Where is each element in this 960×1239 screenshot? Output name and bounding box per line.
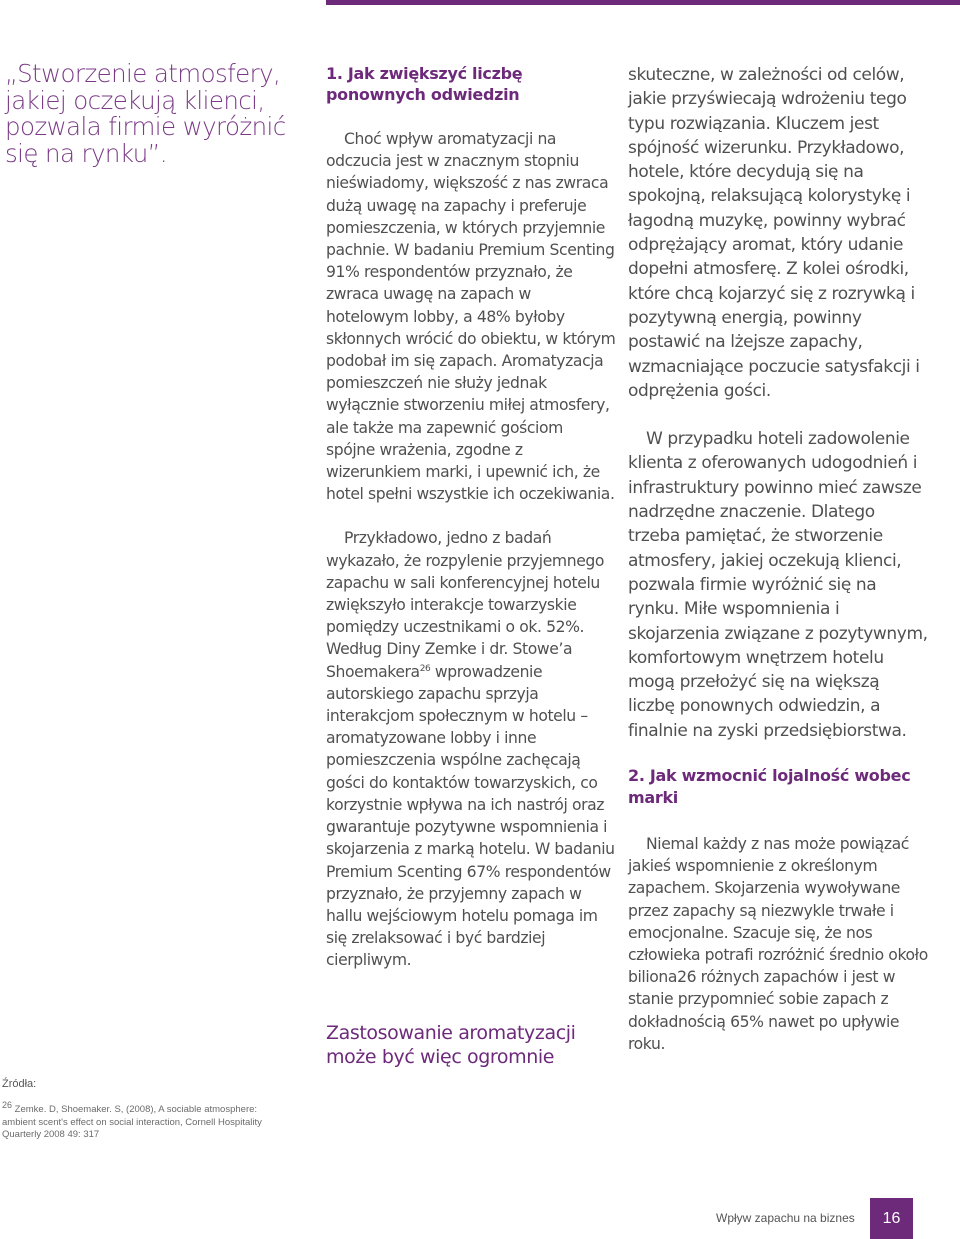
footer-title: Wpływ zapachu na biznes (716, 1211, 855, 1225)
pull-quote: „Stworzenie atmosfery, jakiej oczekują klienci, pozwala firmie wyróżnić się na rynku”. (5, 59, 286, 168)
footnote-text: Zemke. D, Shoemaker. S, (2008), A sociable atmosphere: ambient scent's effect on social interaction, Cornell Hospitality Quarterly 2008 49: 317 (2, 1104, 262, 1140)
top-accent-rule (326, 0, 960, 5)
section2-heading: 2. Jak wzmocnić lojalność wobec marki (628, 766, 911, 808)
right-paragraph-3: Niemal każdy z nas może powiązać jakieś wspomnienie z określonym zapachem. Skojarzenia wywoływane przez zapachy są niezwykle trwałe i emocjonalne. Szacuje się, że nos człowieka potrafi rozróżnić średnio około biliona26 różnych zapachów i jest w stanie przypomnieć sobie zapach z dokładnością 65% nawet po upływie roku. (628, 835, 928, 1053)
footnote (2, 1099, 264, 1142)
right-paragraph-2: W przypadku hoteli zadowolenie klienta z oferowanych udogodnień i infrastruktury powinno mieć zawsze nadrzędne znaczenie. Dlatego trzeba pamiętać, że stworzenie atmosfery, jakiej oczekują klienci, pozwala firmie wyróżnić się na rynku. Miłe wspomnienia i skojarzenia związane z pozytywnym, komfortowym wnętrzem hotelu mogą przełożyć się na większą liczbę ponownych odwiedzin, a finalnie na zyski przedsiębiorstwa. (628, 429, 928, 741)
middle-column (326, 63, 616, 972)
right-column (628, 63, 928, 1055)
page-number: 16 (870, 1198, 913, 1239)
section1-highlight: Zastosowanie aromatyzacji może być więc ogromnie (326, 1022, 576, 1068)
footnote-ref: 26 (419, 663, 431, 674)
footnote-number: 26 (2, 1099, 13, 1110)
right-paragraph-1: skuteczne, w zależności od celów, jakie przyświecają wdrożeniu tego typu rozwiązania. Kluczem jest spójność wizerunku. Przykładowo, hotele, które decydują się na spokojną, relaksującą kolorystykę i łagodną muzykę, powinny wybrać odprężający aromat, który udanie dopełni atmosferę. Z kolei ośrodki, które chcą kojarzyć się z rozrywką i pozytywną energią, powinny postawić na lżejsze zapachy, wzmacniające poczucie satysfakcji i odprężenia gości. (628, 65, 920, 401)
paragraph-2-text-b: wprowadzenie autorskiego zapachu sprzyja interakcjom społecznym w hotelu – aromatyzowane lobby i inne pomieszczenia wspólne zachęcają gości do kontaktów towarzyskich, co korzystnie wpływa na ich nastrój oraz gwarantuje pozytywne wspomnienia i skojarzenia z marką hotelu. W badaniu Premium Scenting 67% respondentów przyznało, że przyjemny zapach w hallu wejściowym hotelu pomaga im się zrelaksować i być bardziej cierpliwym. (326, 662, 615, 970)
section1-heading: 1. Jak zwiększyć liczbę ponownych odwiedzin (326, 64, 523, 104)
section1-paragraph-1: Choć wpływ aromatyzacji na odczucia jest w znacznym stopniu nieświadomy, większość z nas zwraca dużą uwagę na zapachy i preferuje pomieszczenia, w których przyjemnie pachnie. W badaniu Premium Scenting 91% respondentów przyznało, że zwraca uwagę na zapach w hotelowym lobby, a 48% byłoby skłonnych wrócić do obiektu, w którym podobał im się zapach. Aromatyzacja pomieszczeń nie służy jednak wyłącznie stworzeniu miłej atmosfery, ale także ma zapewnić gościom spójne wrażenia, zgodne z wizerunkiem marki, i upewnić ich, że hotel spełni wszystkie ich oczekiwania. (326, 130, 616, 504)
paragraph-2-text-a: Przykładowo, jedno z badań wykazało, że rozpylenie przyjemnego zapachu w sali konferencyjnej hotelu zwiększyło interakcje towarzyskie pomiędzy uczestnikami o ok. 52%. Według Diny Zemke i dr. Stowe’a Shoemakera (326, 529, 605, 681)
sources-label: Źródła: (2, 1078, 37, 1090)
section1-paragraph-2 (326, 527, 616, 971)
